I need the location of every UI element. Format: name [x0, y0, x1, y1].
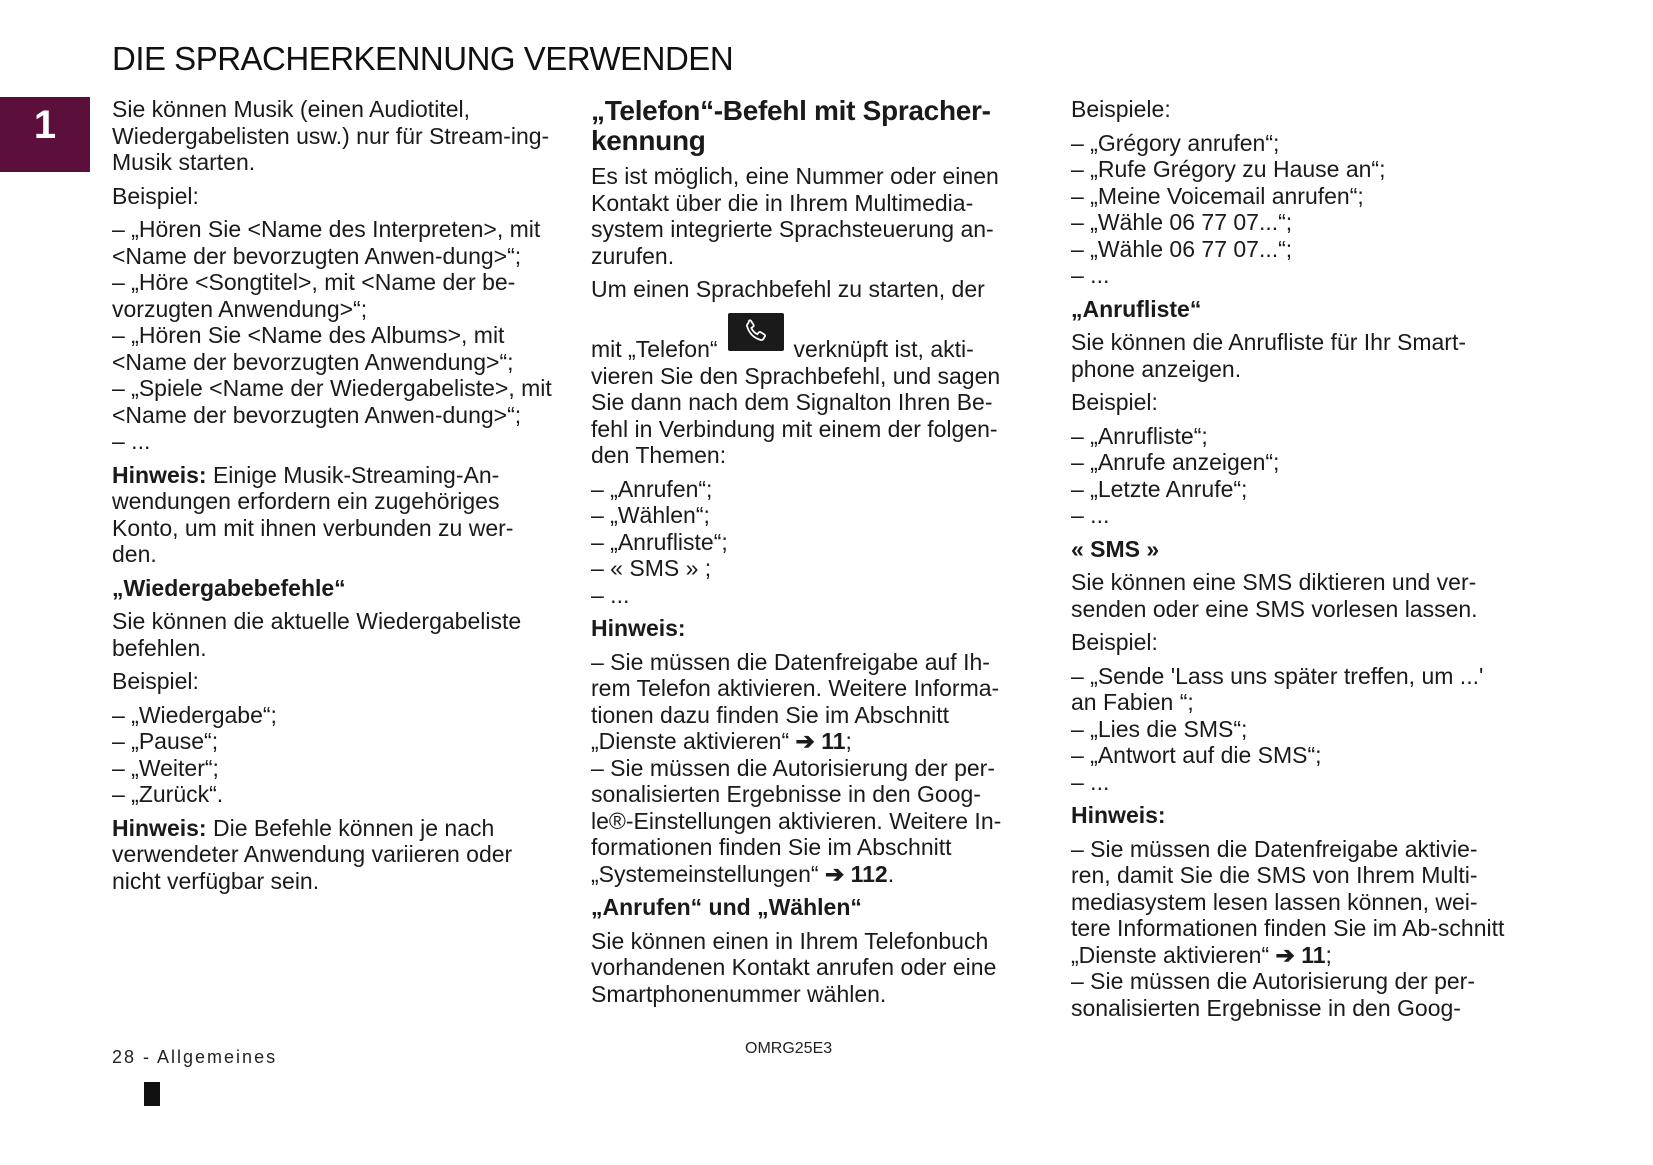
list-item: – „Wähle 06 77 07...“; [1071, 235, 1293, 262]
note-item [591, 649, 1021, 755]
hinweis-text: Einige Musik-Streaming-An-wendungen erfordern ein zugehöriges Konto, um mit ihnen verbunden zu wer-den. [112, 461, 514, 567]
list-item: – „Anrufe anzeigen“; [1071, 449, 1280, 475]
beispiel-label: Beispiel: [112, 182, 199, 209]
note-item [1071, 836, 1511, 969]
example-list [1071, 423, 1511, 529]
example-list [1071, 663, 1511, 796]
list-item: – „Anrufliste“; [591, 528, 728, 555]
chapter-tab: 1 [0, 97, 90, 172]
list-item: – „Antwort auf die SMS“; [1071, 742, 1322, 768]
hinweis-heading: Hinweis: [1071, 802, 1166, 828]
hinweis-list [1071, 836, 1511, 1022]
list-item: – „Zurück“. [112, 781, 224, 807]
topic-list [591, 476, 1021, 609]
paragraph: Sie können eine SMS diktieren und ver-senden oder eine SMS vorlesen lassen. [1071, 569, 1478, 622]
list-item: – „Meine Voicemail anrufen“; [1071, 182, 1364, 209]
paragraph-text: verknüpft ist, akti- [793, 335, 974, 362]
list-item: – „Wählen“; [591, 502, 710, 528]
list-item: – „Sende 'Lass uns später treffen, um ...' an Fabien “; [1071, 662, 1484, 715]
list-item: – „Rufe Grégory zu Hause an“; [1071, 156, 1386, 182]
section-heading-wiedergabe: „Wiedergabebefehle“ [112, 574, 346, 601]
note-text: – Sie müssen die Datenfreigabe aktivie-ren, damit Sie die SMS von Ihrem Multi-mediasystem lesen lassen können, wei-tere Informationen finden Sie im Ab-schnitt „Dienste aktivieren“ [1071, 835, 1505, 968]
list-item: – „Grégory anrufen“; [1071, 129, 1280, 156]
beispiel-label: Beispiel: [1071, 389, 1158, 415]
list-item: – „Weiter“; [112, 754, 219, 781]
list-item: – ... [1071, 262, 1110, 288]
list-item: – „Wiedergabe“; [112, 701, 277, 728]
hinweis-list [591, 649, 1021, 888]
phone-icon [728, 313, 784, 351]
crop-mark [144, 1082, 160, 1106]
hinweis-label: Hinweis: [112, 814, 207, 841]
page-reference: ➔ 11 [1275, 941, 1326, 968]
column-2 [591, 96, 1021, 1014]
column-1 [112, 96, 552, 901]
section-heading-sms: « SMS » [1071, 535, 1160, 562]
list-item: – ... [591, 581, 630, 608]
column-3 [1071, 96, 1511, 1028]
list-item: – „Anrufliste“; [1071, 422, 1208, 449]
hinweis-text: Die Befehle können je nach verwendeter Anwendung variieren oder nicht verfügbar sein. [112, 814, 513, 894]
list-item: – „Pause“; [112, 728, 219, 754]
note-item [591, 755, 1021, 888]
beispiel-label: Beispiel: [112, 668, 199, 694]
list-item: – „Höre <Songtitel>, mit <Name der be-vorzugten Anwendung>“; [112, 269, 516, 322]
hinweis-label: Hinweis: [112, 461, 207, 488]
paragraph: Sie können die Anrufliste für Ihr Smart-phone anzeigen. [1071, 329, 1467, 382]
page-footer: 28 - Allgemeines [112, 1047, 278, 1067]
list-item: – „Hören Sie <Name des Albums>, mit <Name der bevorzugten Anwendung>“; [112, 322, 514, 375]
example-list [112, 216, 552, 455]
hinweis-heading: Hinweis: [591, 615, 686, 641]
paragraph: Es ist möglich, eine Nummer oder einen Kontakt über die in Ihrem Multimedia-system integrierte Sprachsteuerung an-zurufen. [591, 163, 999, 269]
example-list [112, 702, 552, 808]
paragraph: Sie können einen in Ihrem Telefonbuch vorhandenen Kontakt anrufen oder eine Smartphonenummer wählen. [591, 927, 997, 1007]
note-item: – Sie müssen die Autorisierung der per-sonalisierten Ergebnisse in den Goog- [1071, 968, 1475, 1021]
hinweis-note [112, 462, 552, 568]
list-item: – « SMS » ; [591, 555, 712, 581]
document-code: OMRG25E3 [745, 1040, 833, 1057]
page-reference: ➔ 112 [824, 860, 888, 887]
list-item: – ... [1071, 502, 1110, 528]
page-title: DIE SPRACHERKENNUNG VERWENDEN [112, 40, 734, 77]
paragraph: Um einen Sprachbefehl zu starten, der [591, 276, 985, 302]
list-item: – ... [1071, 768, 1110, 795]
paragraph-text: mit „Telefon“ [591, 335, 718, 362]
hinweis-note [112, 815, 552, 895]
list-item: – „Wähle 06 77 07...“; [1071, 209, 1293, 235]
note-text: – Sie müssen die Autorisierung der per-sonalisierten Ergebnisse in den Goog-le®-Einstellungen aktivieren. Weitere In-formationen finden Sie im Abschnitt „Systemeinstellungen“ [591, 754, 1002, 887]
paragraph: Sie können die aktuelle Wiedergabeliste befehlen. [112, 608, 522, 661]
section-heading-telefon: „Telefon“-Befehl mit Spracher-kennung [591, 95, 991, 156]
list-item: – „Anrufen“; [591, 475, 713, 502]
paragraph: Sie können Musik (einen Audiotitel, Wiedergabelisten usw.) nur für Stream-ing-Musik starten. [112, 96, 550, 175]
paragraph-with-icon [591, 325, 1021, 469]
list-item: – „Letzte Anrufe“; [1071, 475, 1248, 502]
note-text: ; [845, 728, 852, 754]
beispiel-label: Beispiel: [1071, 629, 1158, 655]
list-item: – „Lies die SMS“; [1071, 715, 1248, 742]
note-text: – Sie müssen die Datenfreigabe auf Ih-rem Telefon aktivieren. Weitere Informa-tionen dazu finden Sie im Abschnitt „Dienste aktivieren“ [591, 648, 1000, 754]
example-list [1071, 130, 1511, 289]
note-text: ; [1325, 941, 1332, 968]
list-item: – „Spiele <Name der Wiedergabeliste>, mit <Name der bevorzugten Anwen-dung>“; [112, 375, 552, 428]
list-item: – ... [112, 428, 151, 454]
section-heading-anrufen: „Anrufen“ und „Wählen“ [591, 894, 862, 920]
page-reference: ➔ 11 [795, 728, 846, 754]
paragraph-text: vieren Sie den Sprachbefehl, und sagen Sie dann nach dem Signalton Ihren Be-fehl in Verbindung mit einem der folgen-den Themen: [591, 362, 1001, 468]
list-item: – „Hören Sie <Name des Interpreten>, mit <Name der bevorzugten Anwen-dung>“; [112, 216, 541, 269]
note-text: . [887, 860, 895, 887]
beispiele-label: Beispiele: [1071, 96, 1171, 122]
section-heading-anrufliste: „Anrufliste“ [1071, 295, 1202, 322]
